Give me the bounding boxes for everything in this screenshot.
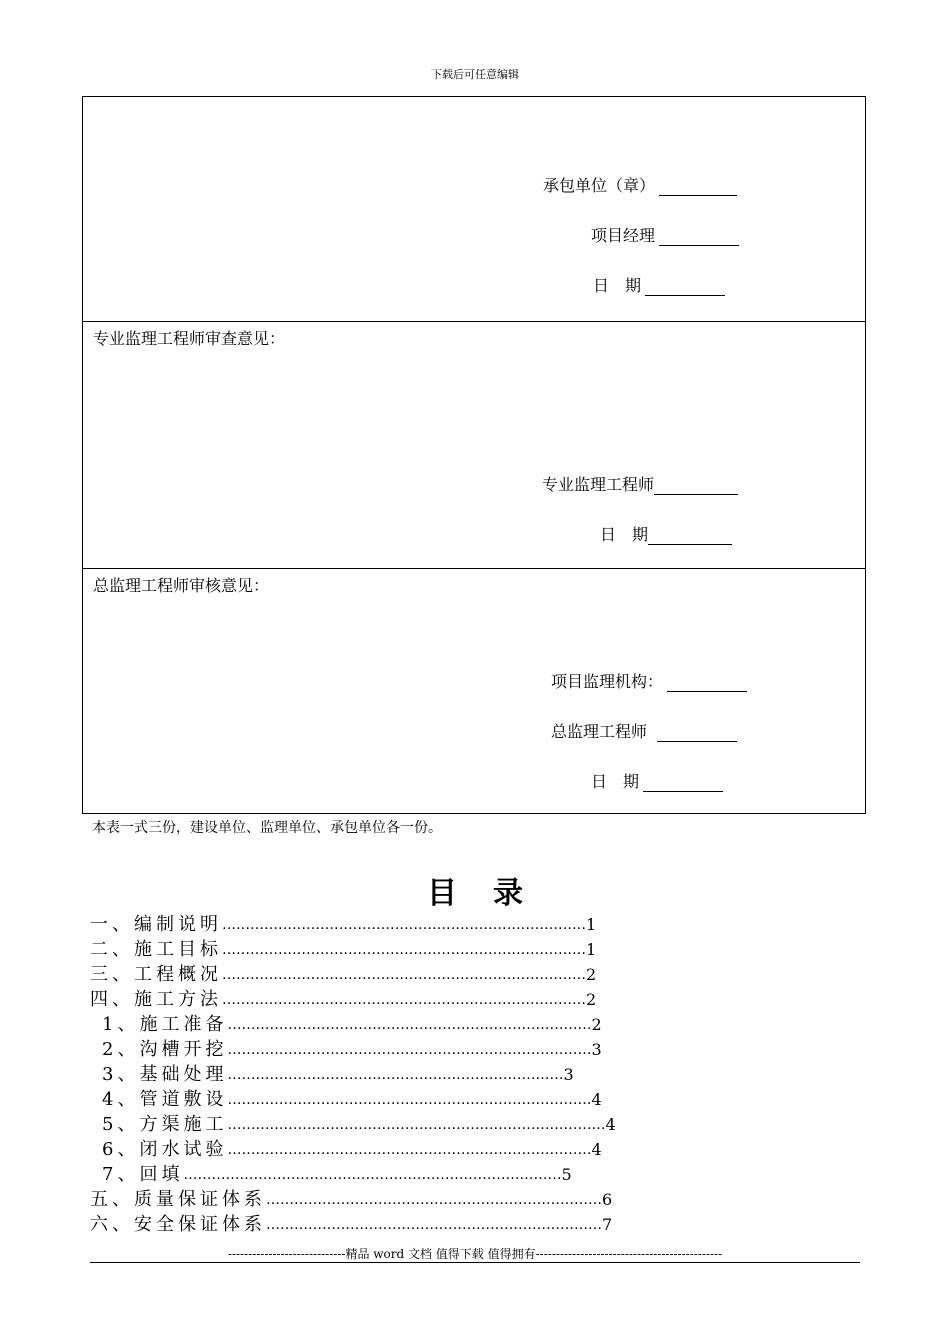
toc-item-label: 5、方渠施工 [102,1114,228,1135]
toc-item-leader: …………………………………………………………………… [227,1041,592,1058]
toc-item-leader: …………………………………………………………………… [227,1141,592,1158]
toc-item-label: 三、工程概况 [90,964,222,985]
toc-item-page: 4 [605,1115,616,1134]
toc-item[interactable] [90,1162,850,1187]
toc-item-page: 6 [602,1190,613,1209]
contractor-date-row [593,273,725,296]
engineer-date-row [600,522,732,545]
toc-item[interactable] [90,962,850,987]
toc-item-page: 3 [563,1065,574,1084]
form-footnote: 本表一式三份，建设单位、监理单位、承包单位各一份。 [92,820,442,836]
contractor-section [83,97,865,322]
chief-date-row [591,769,723,792]
toc-item-page: 2 [586,990,597,1009]
engineer-signature-line [654,476,738,495]
org-sign-row [551,669,747,692]
toc-item-page: 3 [591,1040,602,1059]
chief-review-heading: 总监理工程师审核意见： [93,576,270,595]
toc-item-label: 1、施工准备 [102,1014,228,1035]
chief-review-section [83,569,865,814]
toc-item-page: 7 [602,1215,613,1234]
manager-label: 项目经理 [591,226,656,245]
toc-item-page: 1 [586,915,597,934]
header-note: 下载后可任意编辑 [431,68,519,81]
toc-item[interactable] [90,1037,850,1062]
toc-item-page: 4 [591,1090,602,1109]
toc-item-leader: …………………………………………………………………… [222,966,586,983]
toc-item[interactable] [90,1012,850,1037]
date-signature-line [643,773,723,792]
date-signature-line [645,277,725,296]
footer-note: -----------------------------精品 word 文档 值得下载 值得拥有---------------------------------------------- [227,1247,723,1261]
engineer-review-heading: 专业监理工程师审查意见： [93,329,286,348]
engineer-sign-row [542,472,738,495]
toc-item[interactable] [90,937,850,962]
footer-divider [90,1262,860,1263]
date-signature-line [648,526,732,545]
toc-item-page: 1 [586,940,597,959]
toc-item-label: 3、基础处理 [102,1064,228,1085]
toc-item[interactable] [90,1062,850,1087]
toc-item-leader: ……………………………………………………………………… [227,1116,606,1133]
contractor-signature-line [659,177,737,196]
toc-item-page: 2 [591,1015,602,1034]
org-label: 项目监理机构： [551,672,664,691]
manager-sign-row [591,223,739,246]
toc-item-leader: …………………………………………………………………… [222,941,586,958]
toc-item-label: 二、施工目标 [90,939,222,960]
chief-signature-line [657,723,737,742]
toc-item-label: 2、沟槽开挖 [102,1039,228,1060]
date-label: 日 期 [600,525,649,544]
toc-title: 目录 [427,876,559,911]
toc-item-leader: …………………………………………………………………… [222,916,586,933]
approval-form-table [82,96,866,814]
toc-item-leader: …………………………………………………………………… [222,991,586,1008]
toc-item-label: 7、回填 [102,1164,184,1185]
toc-list [90,912,850,1237]
chief-label: 总监理工程师 [551,722,648,741]
toc-item-leader: …………………………………………………………………… [227,1016,592,1033]
toc-item-label: 六、安全保证体系 [90,1214,266,1235]
toc-item-label: 4、管道敷设 [102,1089,228,1110]
chief-sign-row [551,719,737,742]
toc-item-label: 6、闭水试验 [102,1139,228,1160]
toc-item[interactable] [90,1137,850,1162]
toc-item-leader: ……………………………………………………………………… [183,1166,562,1183]
toc-item[interactable] [90,912,850,937]
manager-signature-line [659,227,739,246]
engineer-label: 专业监理工程师 [542,475,655,494]
toc-item[interactable] [90,1212,850,1237]
toc-item-label: 五、质量保证体系 [90,1189,266,1210]
org-signature-line [667,673,747,692]
toc-item-page: 4 [591,1140,602,1159]
toc-item-label: 四、施工方法 [90,989,222,1010]
toc-item-leader: ……………………………………………………………… [266,1191,602,1208]
toc-item[interactable] [90,1112,850,1137]
date-label: 日 期 [593,276,642,295]
toc-item[interactable] [90,987,850,1012]
contractor-label: 承包单位（章） [543,176,656,195]
engineer-review-section [83,322,865,569]
toc-item[interactable] [90,1087,850,1112]
toc-item[interactable] [90,1187,850,1212]
toc-item-leader: ……………………………………………………………… [227,1066,564,1083]
toc-item-leader: …………………………………………………………………… [227,1091,592,1108]
date-label: 日 期 [591,772,640,791]
toc-item-page: 5 [561,1165,572,1184]
contractor-sign-row [543,173,737,196]
toc-item-label: 一、编制说明 [90,914,222,935]
toc-item-page: 2 [586,965,597,984]
toc-item-leader: ……………………………………………………………… [266,1216,602,1233]
